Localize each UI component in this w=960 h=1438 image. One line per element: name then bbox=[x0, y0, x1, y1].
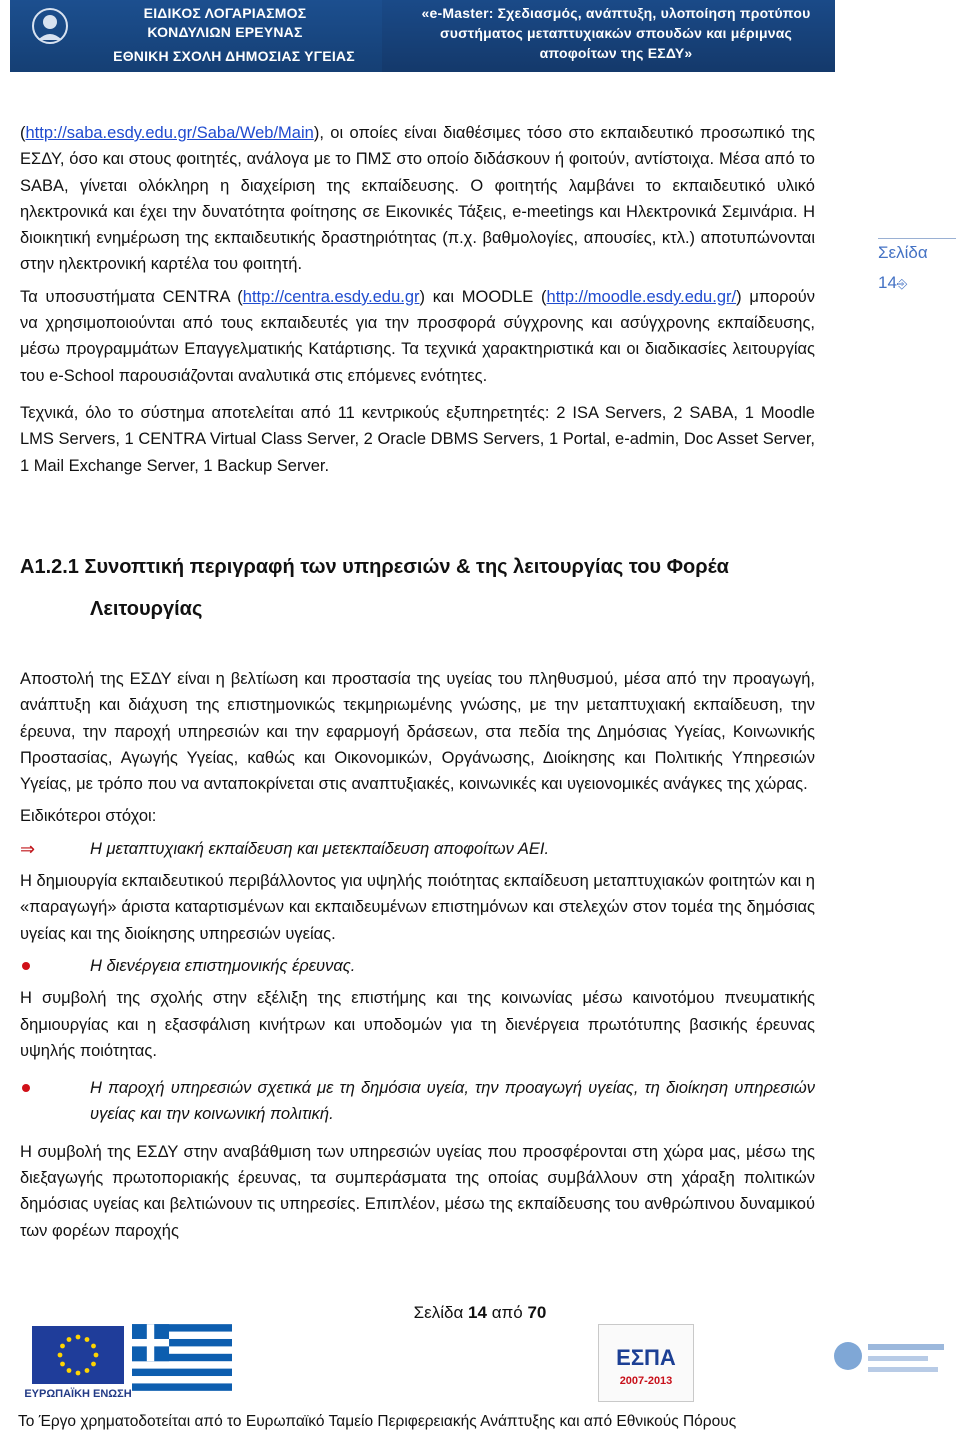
side-page-word: Σελίδα bbox=[878, 243, 928, 262]
intro-paragraph-servers: Τεχνικά, όλο το σύστημα αποτελείται από 11 κεντρικούς εξυπηρετητές: 2 ISA Servers, 2 SABA, 1 Moodle LMS Servers, 1 CENTRA Virtual Class Server, 2 Oracle DBMS Servers, 1 Portal, e-admin, Doc Asset Server, 1 Mail Exchange Server, 1 Backup Server. bbox=[20, 403, 815, 475]
footer-total-pages: 70 bbox=[527, 1303, 547, 1322]
eu-label: ΕΥΡΩΠΑΪΚΗ ΕΝΩΣΗ bbox=[24, 1388, 132, 1400]
intro-text-block bbox=[20, 120, 815, 479]
espa-logo bbox=[598, 1324, 694, 1402]
red-dot-bullet-icon bbox=[20, 1075, 90, 1101]
funding-note: Το Έργο χρηματοδοτείται από το Ευρωπαϊκό Ταμείο Περιφερειακής Ανάπτυξης και από Εθνικούς Πόρους bbox=[18, 1413, 737, 1430]
ministry-logo-icon bbox=[828, 1326, 950, 1396]
moodle-link[interactable]: http://moodle.esdy.edu.gr/ bbox=[546, 287, 737, 306]
header-school-name: ΕΘΝΙΚΗ ΣΧΟΛΗ ΔΗΜΟΣΙΑΣ ΥΓΕΙΑΣ bbox=[113, 48, 355, 64]
goal-2-text: Η συμβολή της σχολής στην εξέλιξη της επιστήμης και της κοινωνίας μέσω καινοτόμου πνευματικής δημιουργίας και η εξασφάλιση κινήτρων και υποδομών για τη διενέργεια πρωτότυπης βασικής έρευνας υψηλής ποιότητας. bbox=[20, 989, 815, 1060]
greek-flag-icon bbox=[132, 1324, 232, 1391]
saba-link[interactable]: http://saba.esdy.edu.gr/Saba/Web/Main bbox=[25, 124, 314, 142]
goal-3-title: Η παροχή υπηρεσιών σχετικά με τη δημόσια υγεία, την προαγωγή υγείας, τη διοίκηση υπηρεσιών υγείας και την κοινωνική πολιτική. bbox=[90, 1079, 815, 1124]
centra-link[interactable]: http://centra.esdy.edu.gr bbox=[242, 287, 420, 306]
goal-item-3 bbox=[20, 1075, 815, 1128]
header-org-line2: ΚΟΝΔΥΛΙΩΝ ΕΡΕΥΝΑΣ bbox=[147, 24, 303, 40]
side-page-label bbox=[878, 238, 956, 293]
goal-3-text: Η συμβολή της ΕΣΔΥ στην αναβάθμιση των υπηρεσιών υγείας που προσφέρονται στη χώρα μας, μέσω της διεξαγωγής πρωτοποριακής έρευνας, τα συμπεράσματα της οποίας συμβάλλουν στη χάραξη πολιτικών δημόσιας υγείας και βελτιώνουν τις υπηρεσίες. Επιπλέον, μέσω της εκπαίδευσης του ανθρώπινου δυναμικού των φορέων παροχής bbox=[20, 1142, 815, 1240]
header-banner bbox=[10, 0, 835, 72]
school-logo-icon bbox=[26, 6, 74, 46]
mission-paragraph: Αποστολή της ΕΣΔΥ είναι η βελτίωση και προστασία της υγείας του πληθυσμού, μέσα από την προαγωγή, ανάπτυξη και διάχυση της επιστημονικώς τεκμηριωμένης γνώσης, με την μεταπτυχιακή εκπαίδευση, την έρευνα, την παροχή υπηρεσιών και την εφαρμογή δράσεων, στα πεδία της Δημόσιας Υγείας, Κοινωνικής Προστασίας, Αγωγής Υγείας, καθώς και Οικονομικών, Οργάνωσης, Διοίκησης και Πολιτικής Υπηρεσιών Υγείας, με τρόπο που να ανταποκρίνεται στις αναπτυξιακές, κοινωνικές και υγειονομικές ανάγκες της χώρας. bbox=[20, 670, 815, 794]
arrow-bullet-icon: ⇒ bbox=[20, 838, 36, 859]
goals-heading: Ειδικότεροι στόχοι: bbox=[20, 807, 157, 826]
red-dot-bullet-icon bbox=[20, 953, 90, 979]
goal-item-2 bbox=[20, 953, 815, 979]
header-project-line3: αποφοίτων της ΕΣΔΥ» bbox=[539, 45, 693, 61]
section-title-line2: Λειτουργίας bbox=[90, 598, 203, 620]
goal-1-text: Η δημιουργία εκπαιδευτικού περιβάλλοντος για υψηλής ποιότητας εκπαίδευση μεταπτυχιακών φοιτητών και η «παραγωγή» άριστα καταρτισμένων και εκπαιδευμένων επιστημόνων και στελεχών στον τομέα της δημόσιας υγείας και της διοίκησης υπηρεσιών υγείας. bbox=[20, 872, 815, 943]
eu-flag-icon bbox=[32, 1326, 124, 1384]
section-title-line1: A1.2.1 Συνοπτική περιγραφή των υπηρεσιών & της λειτουργίας του Φορέα bbox=[20, 556, 729, 578]
section-heading bbox=[20, 546, 840, 630]
page-marker-icon: ⎆ bbox=[896, 276, 908, 291]
espa-name: ΕΣΠΑ bbox=[616, 1345, 676, 1370]
footer-current-page: 14 bbox=[468, 1303, 487, 1322]
intro-paragraph-subsystems: Τα υποσυστήματα CENTRA (http://centra.esdy.edu.gr) και MOODLE (http://moodle.esdy.edu.gr/) μπορούν να χρησιμοποιούνται από τους εκπαιδευτές για την προσφορά σύγχρονης και ασύγχρονης εκπαίδευσης, μέσω προγραμμάτων Επαγγελματικής Κατάρτισης. Τα τεχνικά χαρακτηριστικά και οι διαδικασίες λειτουργίας του e-School παρουσιάζονται αναλυτικά στις επόμενες ενότητες. bbox=[20, 287, 815, 385]
header-project-line2: συστήματος μεταπτυχιακών σπουδών και μέριμνας bbox=[439, 25, 793, 41]
header-org-line1: ΕΙΔΙΚΟΣ ΛΟΓΑΡΙΑΣΜΟΣ bbox=[143, 5, 307, 21]
intro-paragraph-saba: (http://saba.esdy.edu.gr/Saba/Web/Main), οι οποίες είναι διαθέσιμες τόσο στο εκπαιδευτικό προσωπικό της ΕΣΔΥ, όσο και στους φοιτητές, ανάλογα με το ΠΜΣ στο οποίο διδάσκουν ή φοιτούν, αντίστοιχα. Μέσα από το SABA, γίνεται ολόκληρη η διαχείριση της εκπαίδευσης. Ο φοιτητής λαμβάνει το εκπαιδευτικό υλικό ηλεκτρονικά και έχει την δυνατότητα φοίτησης σε Εικονικές Τάξεις, e-meetings και Ηλεκτρονικά Σεμινάρια. Η διοικητική ενημέρωση της εκπαιδευτικής δραστηριότητας (π.χ. βαθμολογίες, απουσίες, κτλ.) αποτυπώνονται στην ηλεκτρονική καρτέλα του φοιτητή. bbox=[20, 124, 815, 274]
goal-1-title: Η μεταπτυχιακή εκπαίδευση και μετεκπαίδευση αποφοίτων ΑΕΙ. bbox=[90, 839, 550, 858]
goal-item-1 bbox=[20, 836, 815, 862]
footer-logos bbox=[0, 1322, 960, 1412]
header-project-line1: «e-Master: Σχεδιασμός, ανάπτυξη, υλοποίηση προτύπου bbox=[421, 5, 811, 21]
side-page-number: 14⎆ bbox=[878, 273, 908, 292]
goal-2-title: Η διενέργεια επιστημονικής έρευνας. bbox=[90, 956, 356, 975]
espa-years: 2007-2013 bbox=[619, 1375, 673, 1387]
content-text-block bbox=[20, 666, 815, 1244]
footer-page-number: Σελίδα 14 από 70 bbox=[413, 1303, 547, 1322]
